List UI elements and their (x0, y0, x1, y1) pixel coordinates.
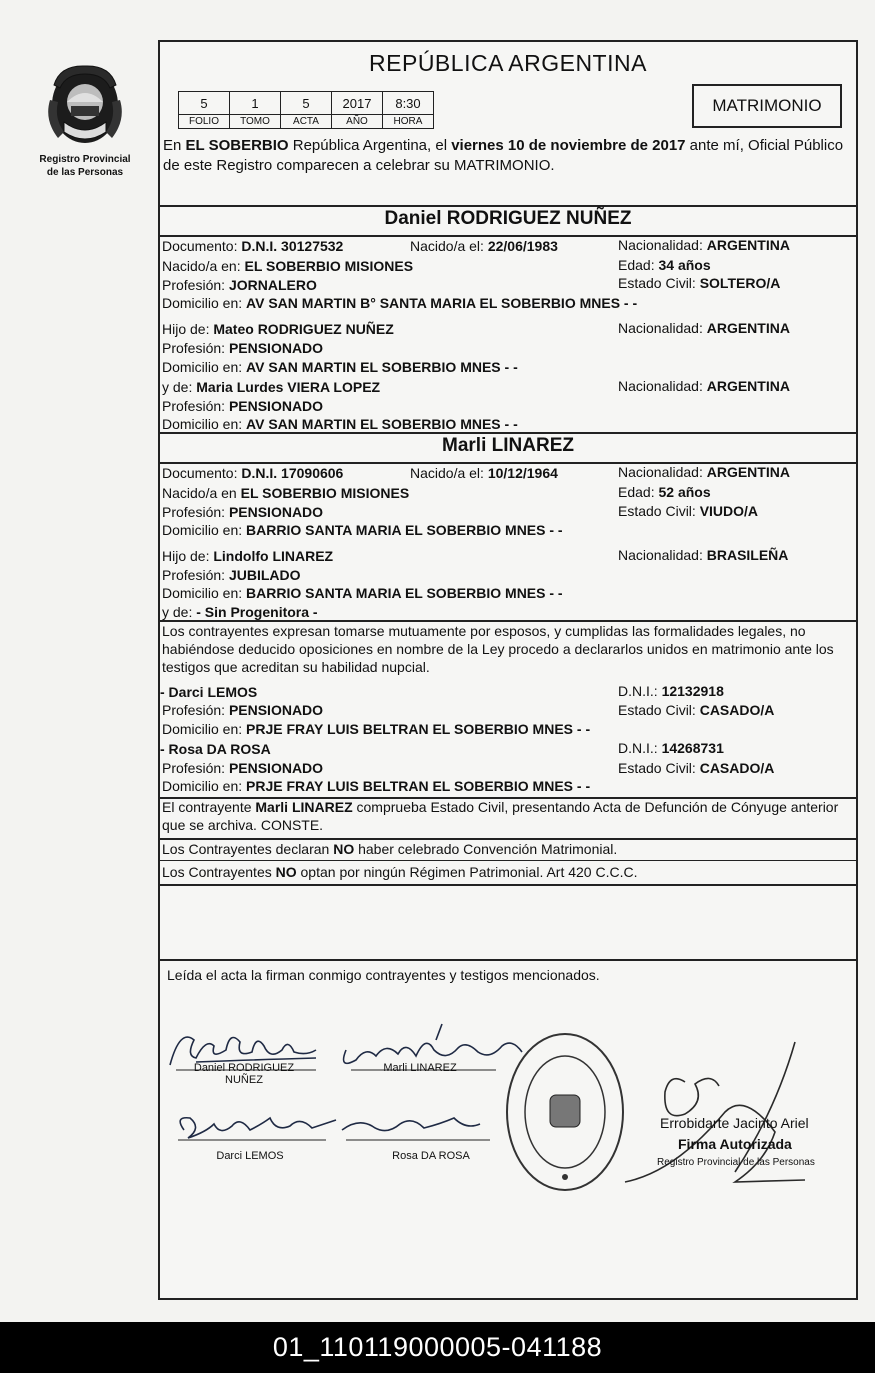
spouse2-address: BARRIO SANTA MARIA EL SOBERBIO MNES - - (246, 522, 563, 538)
spouse1-father-profession: PENSIONADO (228, 340, 324, 356)
spouse1-nationality: ARGENTINA (706, 237, 790, 253)
officer-name: Errobidarte Jacinto Ariel (660, 1115, 809, 1131)
signature-label-rosa: Rosa DA ROSA (392, 1150, 470, 1162)
spouse1-profession: JORNALERO (228, 277, 317, 293)
spouse1-birthdate: 22/06/1983 (487, 238, 558, 254)
officer-organization: Registro Provincial de las Personas (657, 1157, 815, 1168)
registry-stamp (500, 1027, 630, 1197)
closing-statement: Leída el acta la firman conmigo contrayentes y testigos mencionados. (167, 967, 600, 983)
spouse1-document: D.N.I. 30127532 (241, 238, 344, 254)
spouse2-father-profession: JUBILADO (228, 567, 301, 583)
reference-table (178, 91, 434, 129)
spouse2-civil-status: VIUDO/A (699, 503, 759, 519)
spouse1-father-address: AV SAN MARTIN EL SOBERBIO MNES - - (246, 359, 518, 375)
spouse1-name: Daniel RODRIGUEZ NUÑEZ (384, 208, 632, 229)
divider (160, 959, 856, 961)
provincial-shield-icon (40, 60, 130, 152)
spouse1-mother-nationality: ARGENTINA (706, 378, 790, 394)
divider (160, 432, 856, 434)
spouse2-father-nationality: BRASILEÑA (706, 547, 789, 563)
spouse2-name: Marli LINAREZ (442, 435, 574, 456)
civil-status-note: El contrayente Marli LINAREZ comprueba Estado Civil, presentando Acta de Defunción de Cónyuge anterior que se archiva. CONSTE. (162, 799, 839, 833)
spouse2-document: D.N.I. 17090606 (241, 465, 344, 481)
witness1-profession: PENSIONADO (228, 702, 324, 718)
spouse2-mother: - Sin Progenitora - (196, 604, 318, 620)
witness1-dni: 12132918 (661, 683, 724, 699)
spouse1-mother-profession: PENSIONADO (228, 398, 324, 414)
spouse2-birthplace: EL SOBERBIO MISIONES (240, 485, 410, 501)
spouse2-age: 52 años (658, 484, 711, 500)
registry-name-line2: de las Personas (46, 167, 124, 178)
witness2-dni: 14268731 (661, 740, 724, 756)
witness2-address: PRJE FRAY LUIS BELTRAN EL SOBERBIO MNES - - (246, 778, 591, 794)
tomo-label: TOMO (230, 115, 281, 129)
document-code-strip: 01_110119000005-041188 (0, 1322, 875, 1373)
spouse2-birthdate: 10/12/1964 (487, 465, 558, 481)
signature-label-daniel: Daniel RODRIGUEZ NUÑEZ (193, 1062, 295, 1086)
spouse1-address: AV SAN MARTIN B° SANTA MARIA EL SOBERBIO MNES - - (246, 295, 638, 311)
spouse2-father-address: BARRIO SANTA MARIA EL SOBERBIO MNES - - (246, 585, 563, 601)
hour-value: 8:30 (383, 92, 434, 115)
spouse2-profession: PENSIONADO (228, 504, 324, 520)
spouse2-nationality: ARGENTINA (706, 464, 790, 480)
declaration-paragraph: Los contrayentes expresan tomarse mutuamente por esposos, y cumplidas las formalidades legales, no habiéndose deducido oposiciones en nombre de la Ley procedo a declararlos unidos en matrimonio ante los testigos que acreditan su habilidad nupcial. (162, 623, 834, 675)
spouse1-age: 34 años (658, 257, 711, 273)
folio-value: 5 (179, 92, 230, 115)
year-label: AÑO (332, 115, 383, 129)
acta-value: 5 (281, 92, 332, 115)
country-title: REPÚBLICA ARGENTINA (369, 50, 647, 76)
divider (160, 860, 856, 861)
registry-logo (30, 60, 140, 178)
convention-note: Los Contrayentes declaran NO haber celebrado Convención Matrimonial. (162, 841, 618, 857)
divider (160, 884, 856, 886)
tomo-value: 1 (230, 92, 281, 115)
spouse1-mother: Maria Lurdes VIERA LOPEZ (196, 379, 381, 395)
witness2-name: - Rosa DA ROSA (160, 741, 271, 757)
hour-label: HORA (383, 115, 434, 129)
intro-paragraph: En EL SOBERBIO República Argentina, el viernes 10 de noviembre de 2017 ante mí, Oficial Público de este Registro comparecen a celebrar su MATRIMONIO. (163, 137, 844, 174)
act-type-box: MATRIMONIO (692, 84, 842, 128)
year-value: 2017 (332, 92, 383, 115)
witness2-civil-status: CASADO/A (699, 760, 775, 776)
spouse1-birthplace: EL SOBERBIO MISIONES (244, 258, 414, 274)
registry-name-line1: Registro Provincial (39, 154, 131, 165)
intro-date: viernes 10 de noviembre de 2017 (451, 137, 686, 154)
witness2-profession: PENSIONADO (228, 760, 324, 776)
intro-place: EL SOBERBIO (185, 137, 289, 154)
marriage-certificate: REPÚBLICA ARGENTINA 5 1 5 2017 8:30 FOLIO TOMO ACTA AÑO HORA MATRIMONIO En EL SOBERBIO República Argentina, el viernes 10 de noviembre de 2017 ante mí, Oficial Público de este Registro comparecen a celebrar su MATRIMONIO. Daniel RODRIGUEZ NUÑEZ Documento: D.N.I. 30127532 Nacido/a el: 22/06/1983 Nacionalidad: ARGENTINA Nacido/a en: EL SOBERBIO MISIONES Edad: 34 años Profesión: JORNALERO Estado Civil: SOLTERO/A Domicilio en: AV SAN MARTIN B° SANTA MARIA EL SOBERBIO MNES - - Hijo de: Mateo RODRIGUEZ NUÑEZ Nacionalidad: ARGENTINA Profesión: PENSIONADO Domicilio en: AV SAN MARTIN EL SOBERBIO MNES - - y de: Maria Lurdes VIERA LOPEZ Nacionalidad: ARGENTINA Profesión: PENSIONADO Domicilio en: AV SAN MARTIN EL SOBERBIO MNES - - Marli LINAREZ Documento: D.N.I. 17090606 Nacido/a el: 10/12/1964 Nacionalidad: ARGENTINA Nacido/a en EL SOBERBIO MISIONES Edad: 52 años Profesión: PENSIONADO Estado Civil: VIUDO/A Domicilio en: BARRIO SANTA MARIA EL SOBERBIO MNES - - Hijo de: Lindolfo LINAREZ Nacionalidad: BRASILEÑA Profesión: JUBILADO Domicilio en: BARRIO SANTA MARIA EL SOBERBIO MNES - - y de: - Sin Progenitora - Los contrayentes expresan tomarse mutuamente por esposos, y cumplidas las formalidades legales, no habiéndose deducido oposiciones en nombre de la Ley procedo a declararlos unidos en matrimonio ante los testigos que acreditan su habilidad nupcial. - Darci LEMOS D.N.I.: 12132918 Profesión: PENSIONADO Estado Civil: CASADO/A Domicilio en: PRJE FRAY LUIS BELTRAN EL SOBERBIO MNES - - - Rosa DA ROSA D.N.I.: 14268731 Profesión: PENSIONADO Estado Civil: CASADO/A Domicilio en: PRJE FRAY LUIS BELTRAN EL SOBERBIO MNES - - El contrayente Marli LINAREZ comprueba Estado Civil, presentando Acta de Defunción de Cónyuge anterior que se archiva. CONSTE. Los Contrayentes declaran NO haber celebrado Convención Matrimonial. Los Contrayentes NO optan por ningún Régimen Patrimonial. Art 420 C.C.C. Leída el acta la firman conmigo contrayentes y testigos mencionados. Daniel RODRIGUEZ NUÑEZ Marli LINAREZ Darci LEMOS Rosa DA ROSA Errobidarte Jacinto Ariel Firma Autorizada Registro Provincial de las Personas (158, 40, 858, 1300)
spouse2-father: Lindolfo LINAREZ (213, 548, 334, 564)
signature-label-darci: Darci LEMOS (216, 1150, 284, 1162)
acta-label: ACTA (281, 115, 332, 129)
spouse1-civil-status: SOLTERO/A (699, 275, 781, 291)
witness1-name: - Darci LEMOS (160, 684, 258, 700)
signature-label-marli: Marli LINAREZ (383, 1062, 457, 1074)
spouse1-mother-address: AV SAN MARTIN EL SOBERBIO MNES - - (246, 416, 518, 432)
divider (160, 205, 856, 207)
spouse1-father-nationality: ARGENTINA (706, 320, 790, 336)
witness1-address: PRJE FRAY LUIS BELTRAN EL SOBERBIO MNES - - (246, 721, 591, 737)
officer-role: Firma Autorizada (678, 1136, 792, 1152)
folio-label: FOLIO (179, 115, 230, 129)
regime-note: Los Contrayentes NO optan por ningún Régimen Patrimonial. Art 420 C.C.C. (162, 864, 638, 880)
witness1-civil-status: CASADO/A (699, 702, 775, 718)
spouse1-father: Mateo RODRIGUEZ NUÑEZ (213, 321, 394, 337)
